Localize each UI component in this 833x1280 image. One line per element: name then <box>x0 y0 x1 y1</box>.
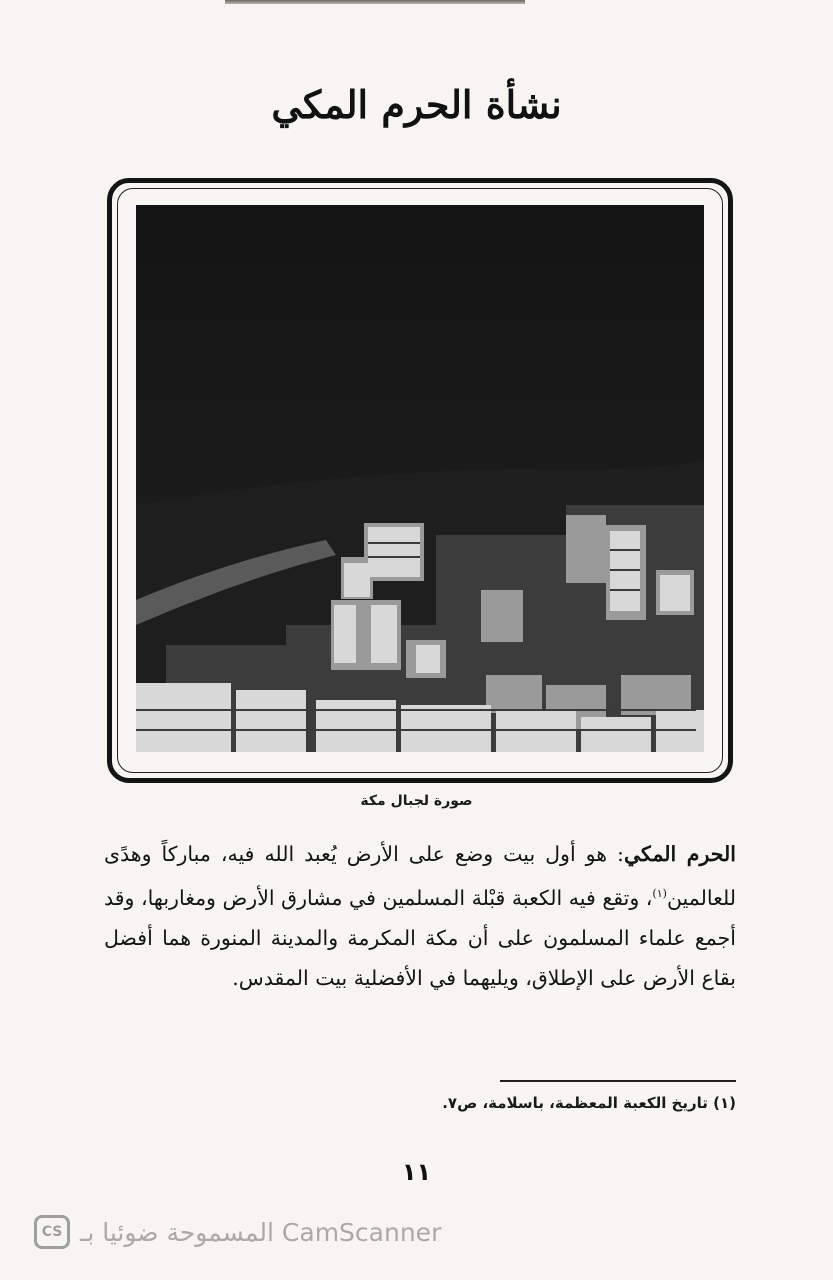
body-paragraph <box>104 834 736 998</box>
mecca-mountains-photo <box>136 205 704 752</box>
page-number: ١١ <box>401 1158 432 1186</box>
footnote: (١) تاريخ الكعبة المعظمة، باسلامة، ص٧. <box>442 1094 736 1112</box>
defined-term: الحرم المكي <box>623 842 736 866</box>
photo-illustration <box>136 205 704 752</box>
paragraph-part-2: ، وتقع فيه الكعبة قبْلة المسلمين في مشارق الأرض ومغاربها، وقد أجمع علماء المسلمون على أن مكة المكرمة والمدينة المنورة هما أفضل بقاع الأرض على الإطلاق، ويليهما في الأفضلية بيت المقدس. <box>104 885 736 990</box>
scan-top-edge <box>225 0 525 4</box>
footnote-marker: (١) <box>652 887 667 900</box>
watermark-text: المسموحة ضوئيا بـ CamScanner <box>80 1217 442 1247</box>
photo-caption: صورة لجبال مكة <box>360 793 473 809</box>
page-title: نشأة الحرم المكي <box>271 82 562 127</box>
camscanner-watermark <box>34 1212 441 1252</box>
footnote-divider <box>500 1080 736 1082</box>
camscanner-logo-icon: CS <box>34 1215 70 1249</box>
paragraph-part-1: : هو أول بيت وضع على الأرض يُعبد الله فيه، مباركاً وهدًى للعالمين <box>104 842 736 910</box>
